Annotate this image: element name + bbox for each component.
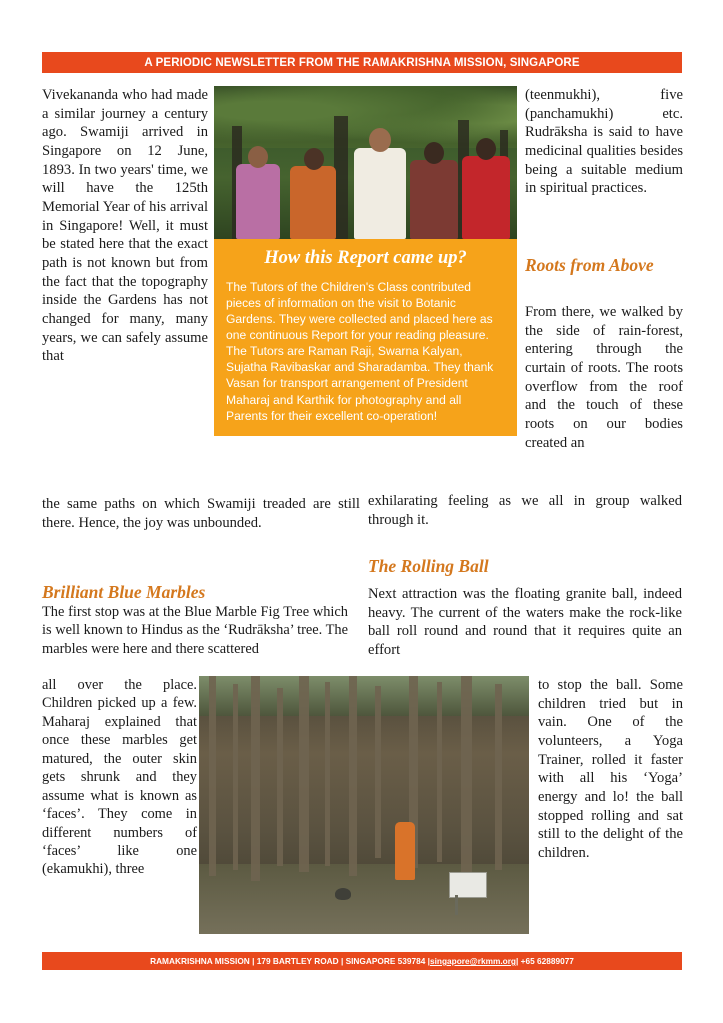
bottom-photo	[199, 676, 529, 934]
footer-phone-text: | +65 62889077	[516, 956, 574, 966]
aerial-root	[251, 676, 260, 881]
rudraksha-continued-paragraph: (teenmukhi), five (panchamukhi) etc. Rudrāksha is said to have medicinal qualities besides being a suitable medium in spiritual practices.	[525, 87, 683, 197]
person-head	[248, 146, 268, 168]
header-banner	[42, 52, 682, 73]
footer-email-link[interactable]: singapore@rkmm.org	[429, 956, 516, 966]
aerial-root	[209, 676, 216, 876]
rolling-ball-paragraph-narrow: to stop the ball. Some children tried but in vain. One of the volunteers, a Yoga Trainer, rolled it faster with all his ‘Yoga’ energy and lo! the ball stopped rolling and sat still to the delight of the children.	[538, 677, 683, 862]
callout-body: The Tutors of the Children's Class contributed pieces of information on the visit to Botanic Gardens. They were collected and placed here as one continuous Report for your reading pleasure. The Tutors are Raman Raji, Swarna Kalyan, Sujatha Ravibaskar and Sharadamba. They thank Vasan for transport arrangement of President Maharaj and Karthik for photography and all Parents for their excellent co-operation!	[226, 280, 494, 423]
bird	[335, 888, 351, 900]
person-figure	[290, 166, 336, 239]
person-head	[424, 142, 444, 164]
photo-sky	[199, 676, 529, 716]
top-photo	[214, 86, 517, 239]
intro-paragraph: Vivekananda who had made a similar journey a century ago. Swamiji arrived in Singapore on 12 June, 1893. In two years' time, we will have the 125th Memorial Year of his arrival in Singapore! Well, it must be stated here that the exact path is not known but from the fact that the topography inside the Gardens has not changed for many, many years, we can safely assume that	[42, 87, 208, 365]
heading-rolling-ball: The Rolling Ball	[368, 556, 489, 576]
roots-paragraph-wide: exhilarating feeling as we all in group walked through it.	[368, 493, 682, 528]
footer-banner	[42, 952, 682, 970]
person-head	[304, 148, 324, 170]
swami-figure	[354, 148, 406, 239]
canopy-foliage	[214, 86, 517, 148]
blue-marbles-paragraph: The first stop was at the Blue Marble Fig Tree which is well known to Hindus as the ‘Rudrāksha’ tree. The marbles were here and there scattered	[42, 604, 348, 657]
aerial-root	[375, 686, 381, 858]
sign-post	[455, 895, 458, 915]
aerial-root	[349, 676, 357, 876]
person-head	[476, 138, 496, 160]
header-banner-text: A PERIODIC NEWSLETTER FROM THE RAMAKRISHNA MISSION, SINGAPORE	[144, 56, 580, 69]
person-figure	[236, 164, 280, 239]
intro-continued-paragraph: the same paths on which Swamiji treaded are still there. Hence, the joy was unbounded.	[42, 496, 360, 531]
callout-box	[214, 239, 517, 436]
person-figure	[410, 160, 458, 239]
heading-roots-from-above: Roots from Above	[525, 255, 654, 275]
monk-figure	[395, 822, 415, 880]
swami-head	[369, 128, 391, 152]
callout-title: How this Report came up?	[264, 248, 467, 268]
tree-trunk	[334, 116, 348, 239]
aerial-root	[277, 688, 283, 866]
blue-marbles-paragraph-narrow: all over the place. Children picked up a few. Maharaj explained that once these marbles get matured, the outer skin gets shrunk and they assume what is known as ‘faces’. They come in different numbers of ‘faces’ like one (ekamukhi), three	[42, 677, 197, 878]
footer-org-text: RAMAKRISHNA MISSION | 179 BARTLEY ROAD | SINGAPORE 539784 |	[150, 956, 430, 966]
aerial-root	[437, 682, 442, 862]
heading-blue-marbles: Brilliant Blue Marbles	[42, 582, 206, 602]
roots-paragraph: From there, we walked by the side of rain-forest, entering through the curtain of roots. The roots overflow from the roof and the touch of these roots on our bodies created an	[525, 304, 683, 451]
aerial-root	[461, 676, 472, 874]
rolling-ball-paragraph: Next attraction was the floating granite ball, indeed heavy. The current of the waters make the rock-like ball roll round and round that it requires quite an effort	[368, 586, 682, 659]
aerial-root	[233, 684, 238, 870]
aerial-root	[299, 676, 309, 872]
aerial-root	[495, 684, 502, 870]
person-figure	[462, 156, 510, 239]
aerial-root	[325, 682, 330, 866]
